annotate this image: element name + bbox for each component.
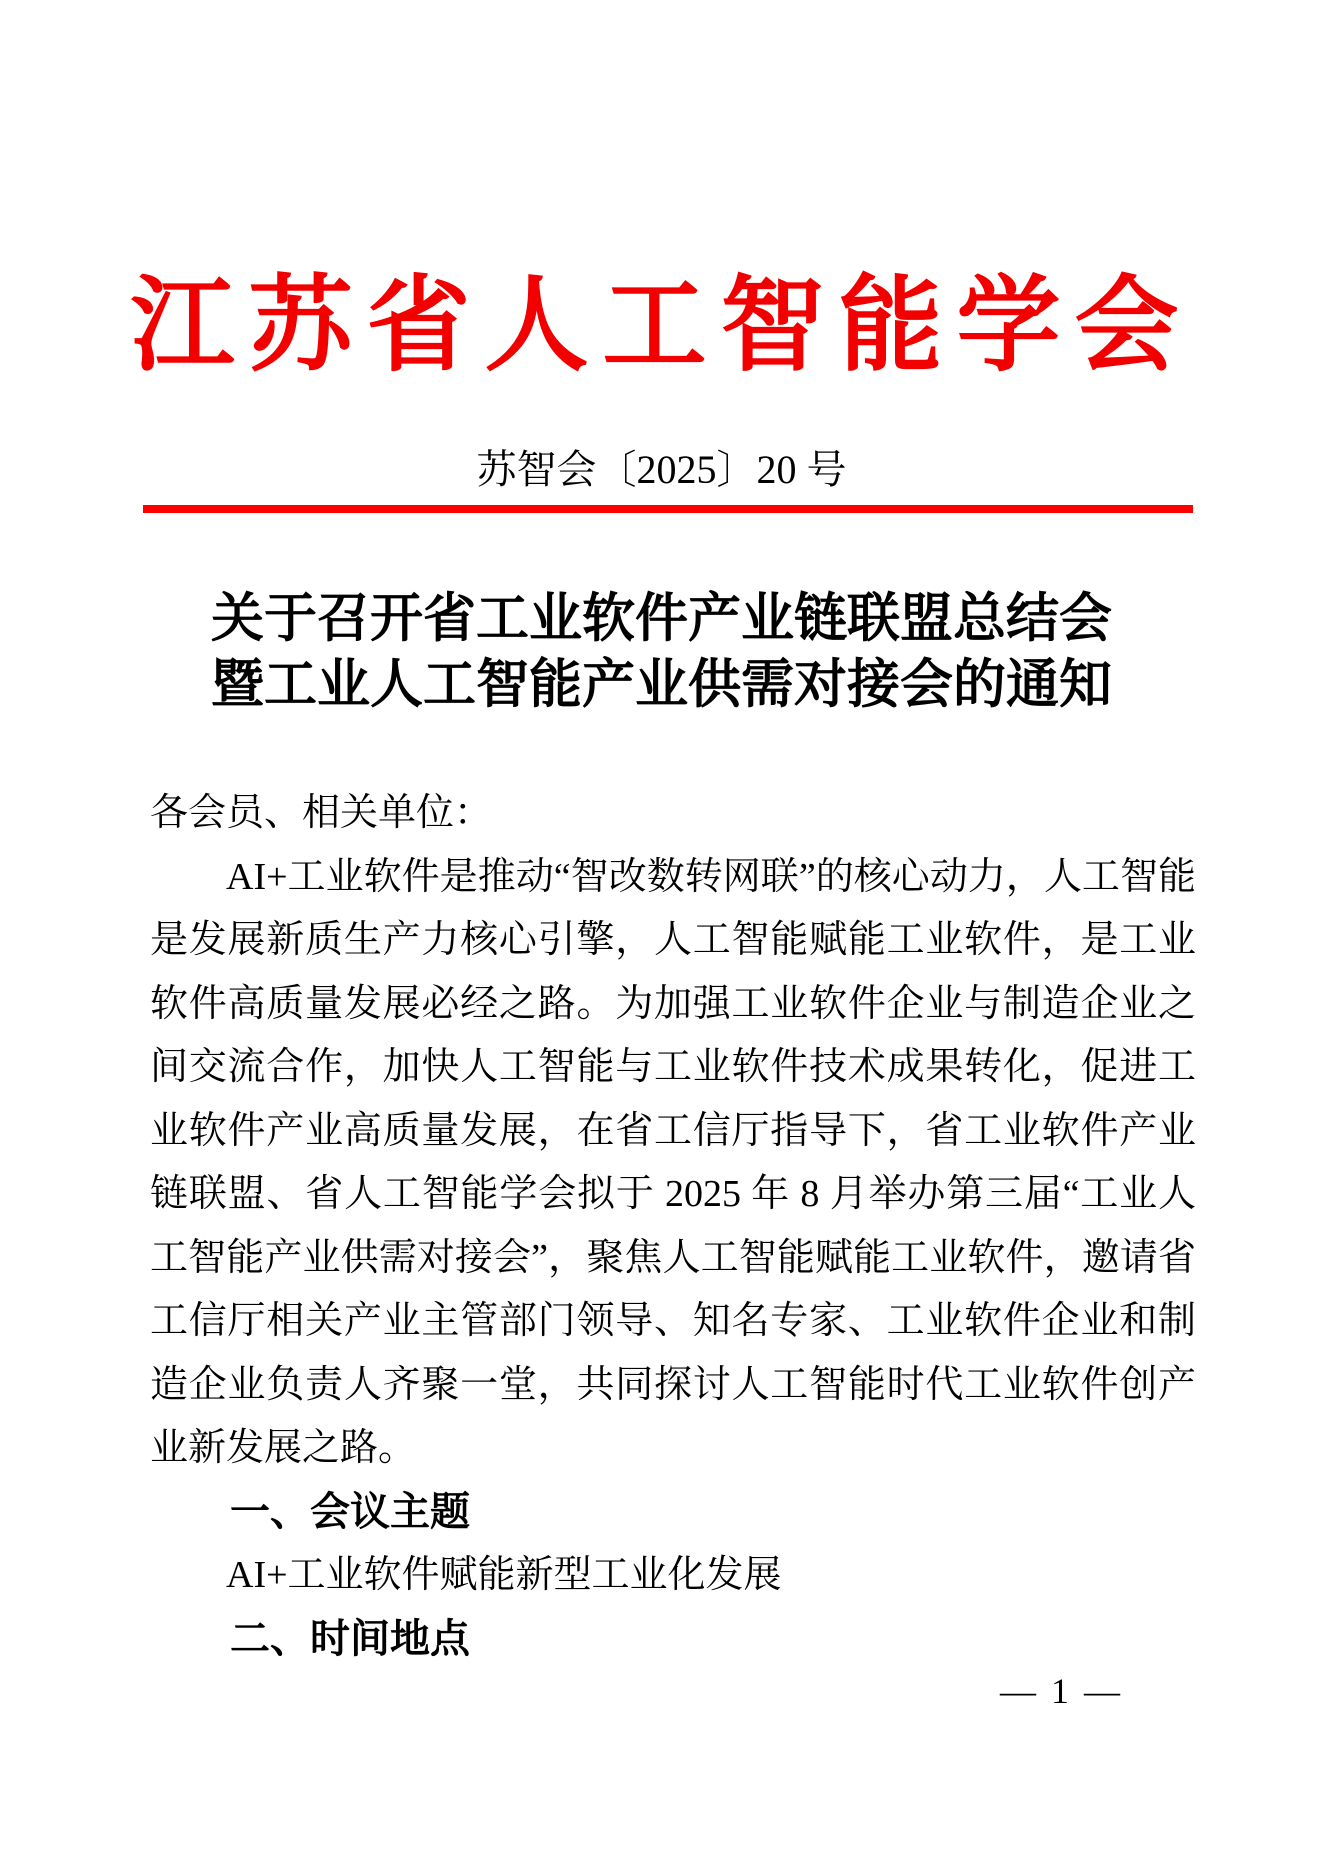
salutation: 各会员、相关单位：	[150, 792, 493, 834]
red-separator-line	[143, 505, 1193, 513]
document-number: 苏智会〔2025〕20 号	[476, 447, 847, 492]
section-1-heading: 一、会议主题	[230, 1489, 470, 1534]
notice-title-line2: 暨工业人工智能产业供需对接会的通知	[211, 656, 1112, 714]
masthead-title: 江苏省人工智能学会	[130, 269, 1193, 384]
section-2-heading: 二、时间地点	[230, 1616, 470, 1661]
notice-title	[0, 586, 1323, 718]
page-number: — 1 —	[1000, 1671, 1123, 1711]
notice-title-line1: 关于召开省工业软件产业链联盟总结会	[211, 590, 1112, 648]
intro-paragraph: AI+工业软件是推动“智改数转网联”的核心动力，人工智能是发展新质生产力核心引擎，人工智能赋能工业软件，是工业软件高质量发展必经之路。为加强工业软件企业与制造企业之间交流合作，加快人工智能与工业软件技术成果转化，促进工业软件产业高质量发展，在省工信厅指导下，省工业软件产业链联盟、省人工智能学会拟于 2025 年 8 月举办第三届“工业人工智能产业供需对接会”，聚焦人工智能赋能工业软件，邀请省工信厅相关产业主管部门领导、知名专家、工业软件企业和制造企业负责人齐聚一堂，共同探讨人工智能时代工业软件创产业新发展之路。	[150, 855, 1196, 1469]
section-1-body: AI+工业软件赋能新型工业化发展	[226, 1554, 782, 1596]
document-body	[150, 782, 1196, 1671]
